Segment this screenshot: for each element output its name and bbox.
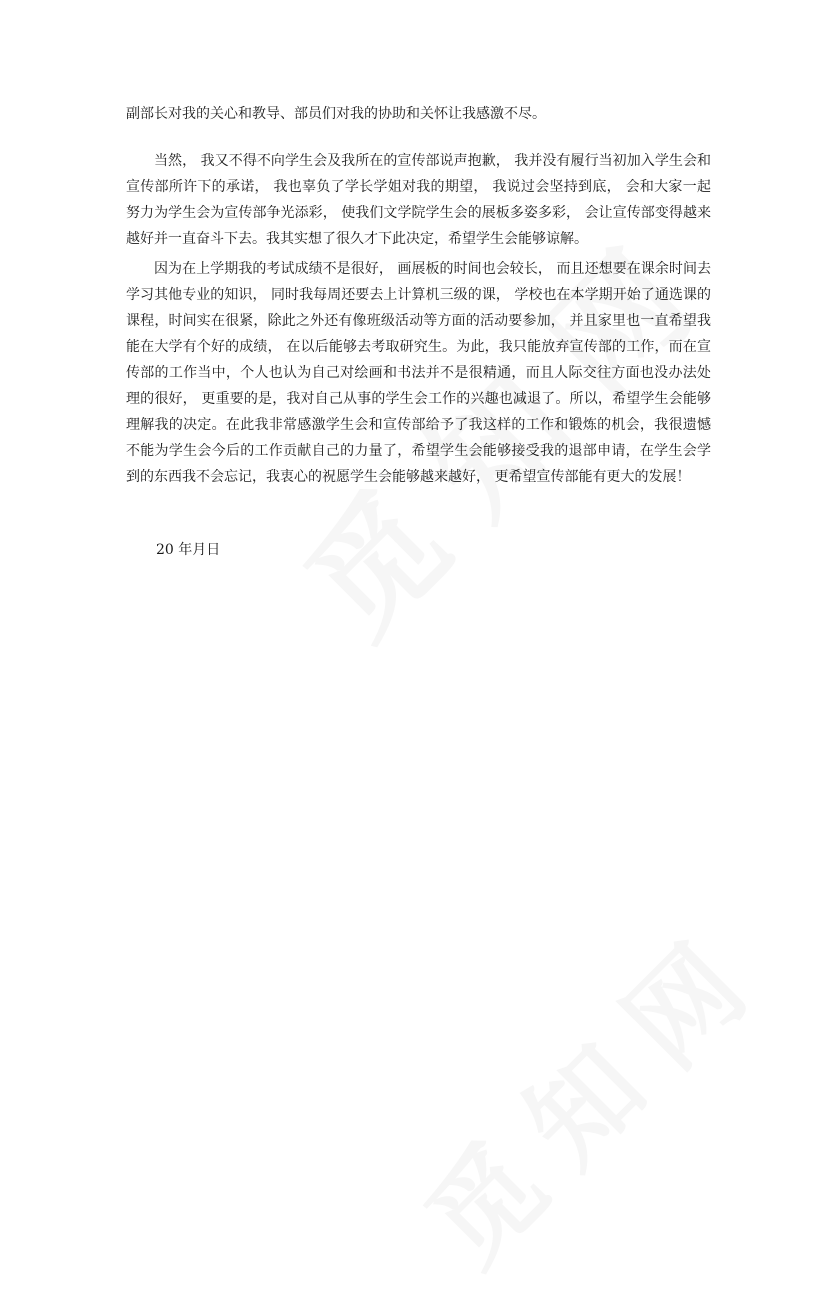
date-line: 20 年月日	[156, 542, 221, 558]
paragraph: 当然， 我又不得不向学生会及我所在的宣传部说声抱歉， 我并没有履行当初加入学生会和宣传部所许下的承诺， 我也辜负了学长学姐对我的期望， 我说过会坚持到底， 会和大家一起努力为学生会为宣传部争光添彩， 使我们文学院学生会的展板多姿多彩， 会让宣传部变得越来越好并一直奋斗下去。我其实想了很久才下此决定，希望学生会能够谅解。	[126, 153, 711, 247]
paragraph: 因为在上学期我的考试成绩不是很好， 画展板的时间也会较长， 而且还想要在课余时间去学习其他专业的知识， 同时我每周还要去上计算机三级的课， 学校也在本学期开始了通选课的课程，时间实在很紧，除此之外还有像班级活动等方面的活动要参加， 并且家里也一直希望我能在大学有个好的成绩， 在以后能够去考取研究生。为此，我只能放弃宣传部的工作，而在宣传部的工作当中，个人也认为自己对绘画和书法并不是很精通，而且人际交往方面也没办法处理的很好， 更重要的是，我对自己从事的学生会工作的兴趣也减退了。所以，希望学生会能够理解我的决定。在此我非常感激学生会和宣传部给予了我这样的工作和锻炼的机会，我很遗憾不能为学生会今后的工作贡献自己的力量了，希望学生会能够接受我的退部申请，在学生会学到的东西我不会忘记，我衷心的祝愿学生会能够越来越好， 更希望宣传部能有更大的发展！	[126, 261, 711, 485]
paragraph: 副部长对我的关心和教导、部员们对我的协助和关怀让我感激不尽。	[126, 106, 546, 122]
watermark	[386, 885, 795, 1293]
